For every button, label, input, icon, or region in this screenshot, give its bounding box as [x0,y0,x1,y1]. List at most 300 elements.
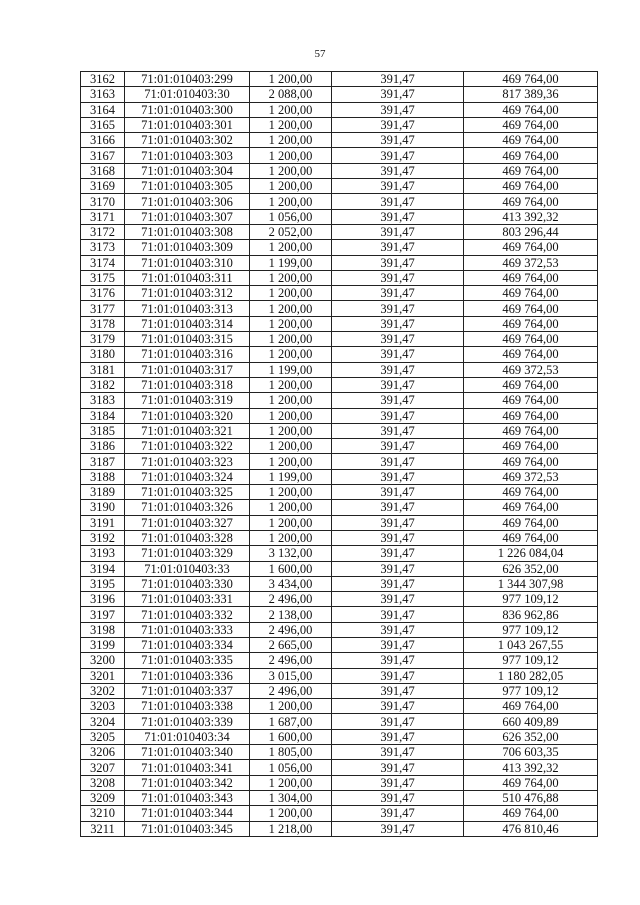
table-row [81,530,598,545]
area-cell: 1 805,00 [250,745,332,760]
area-cell: 1 200,00 [250,240,332,255]
rate-cell: 391,47 [332,393,464,408]
table-row [81,72,598,87]
row-number-cell: 3162 [81,72,125,87]
value-cell: 626 352,00 [464,561,598,576]
rate-cell: 391,47 [332,72,464,87]
rate-cell: 391,47 [332,408,464,423]
cadastral-number-cell: 71:01:010403:313 [125,301,250,316]
cadastral-number-cell: 71:01:010403:317 [125,362,250,377]
row-number-cell: 3190 [81,500,125,515]
cadastral-number-cell: 71:01:010403:314 [125,316,250,331]
cadastral-number-cell: 71:01:010403:315 [125,332,250,347]
table-row [81,393,598,408]
cadastral-number-cell: 71:01:010403:336 [125,668,250,683]
rate-cell: 391,47 [332,148,464,163]
row-number-cell: 3186 [81,439,125,454]
row-number-cell: 3198 [81,622,125,637]
cadastral-number-cell: 71:01:010403:345 [125,821,250,836]
cadastral-number-cell: 71:01:010403:344 [125,806,250,821]
value-cell: 803 296,44 [464,224,598,239]
area-cell: 1 200,00 [250,347,332,362]
table-row [81,821,598,836]
cadastral-number-cell: 71:01:010403:323 [125,454,250,469]
value-cell: 469 764,00 [464,408,598,423]
rate-cell: 391,47 [332,224,464,239]
table-body [81,72,598,837]
value-cell: 510 476,88 [464,790,598,805]
table-row [81,255,598,270]
table-row [81,500,598,515]
rate-cell: 391,47 [332,362,464,377]
value-cell: 413 392,32 [464,209,598,224]
table-row [81,469,598,484]
row-number-cell: 3181 [81,362,125,377]
row-number-cell: 3200 [81,653,125,668]
area-cell: 1 200,00 [250,270,332,285]
row-number-cell: 3191 [81,515,125,530]
table-row [81,485,598,500]
row-number-cell: 3177 [81,301,125,316]
table-row [81,653,598,668]
value-cell: 469 764,00 [464,316,598,331]
area-cell: 1 200,00 [250,316,332,331]
area-cell: 2 496,00 [250,683,332,698]
table-row [81,362,598,377]
row-number-cell: 3199 [81,637,125,652]
value-cell: 469 764,00 [464,423,598,438]
cadastral-number-cell: 71:01:010403:321 [125,423,250,438]
cadastral-number-cell: 71:01:010403:333 [125,622,250,637]
row-number-cell: 3202 [81,683,125,698]
cadastral-number-cell: 71:01:010403:308 [125,224,250,239]
area-cell: 1 200,00 [250,102,332,117]
rate-cell: 391,47 [332,377,464,392]
table-row [81,592,598,607]
table-row [81,576,598,591]
rate-cell: 391,47 [332,347,464,362]
cadastral-number-cell: 71:01:010403:307 [125,209,250,224]
row-number-cell: 3193 [81,546,125,561]
area-cell: 1 200,00 [250,148,332,163]
rate-cell: 391,47 [332,485,464,500]
rate-cell: 391,47 [332,806,464,821]
cadastral-number-cell: 71:01:010403:34 [125,729,250,744]
rate-cell: 391,47 [332,653,464,668]
rate-cell: 391,47 [332,332,464,347]
rate-cell: 391,47 [332,515,464,530]
cadastral-number-cell: 71:01:010403:300 [125,102,250,117]
rate-cell: 391,47 [332,194,464,209]
rate-cell: 391,47 [332,530,464,545]
value-cell: 977 109,12 [464,622,598,637]
value-cell: 469 764,00 [464,163,598,178]
table-row [81,760,598,775]
table-row [81,745,598,760]
table-row [81,301,598,316]
row-number-cell: 3188 [81,469,125,484]
cadastral-number-cell: 71:01:010403:325 [125,485,250,500]
rate-cell: 391,47 [332,592,464,607]
table-row [81,347,598,362]
rate-cell: 391,47 [332,607,464,622]
area-cell: 1 199,00 [250,469,332,484]
cadastral-number-cell: 71:01:010403:330 [125,576,250,591]
value-cell: 977 109,12 [464,683,598,698]
value-cell: 469 764,00 [464,775,598,790]
row-number-cell: 3169 [81,179,125,194]
rate-cell: 391,47 [332,683,464,698]
table-row [81,408,598,423]
rate-cell: 391,47 [332,576,464,591]
rate-cell: 391,47 [332,209,464,224]
value-cell: 469 764,00 [464,240,598,255]
rate-cell: 391,47 [332,87,464,102]
value-cell: 469 764,00 [464,148,598,163]
value-cell: 469 764,00 [464,102,598,117]
area-cell: 1 200,00 [250,439,332,454]
cadastral-number-cell: 71:01:010403:324 [125,469,250,484]
row-number-cell: 3171 [81,209,125,224]
table-row [81,790,598,805]
cadastral-number-cell: 71:01:010403:316 [125,347,250,362]
area-cell: 1 200,00 [250,699,332,714]
area-cell: 2 496,00 [250,653,332,668]
row-number-cell: 3165 [81,117,125,132]
value-cell: 469 764,00 [464,286,598,301]
area-cell: 1 200,00 [250,133,332,148]
rate-cell: 391,47 [332,775,464,790]
area-cell: 1 600,00 [250,561,332,576]
rate-cell: 391,47 [332,240,464,255]
area-cell: 1 200,00 [250,485,332,500]
table-row [81,117,598,132]
rate-cell: 391,47 [332,699,464,714]
cadastral-number-cell: 71:01:010403:326 [125,500,250,515]
value-cell: 469 764,00 [464,393,598,408]
area-cell: 1 200,00 [250,515,332,530]
row-number-cell: 3203 [81,699,125,714]
row-number-cell: 3166 [81,133,125,148]
table-row [81,148,598,163]
rate-cell: 391,47 [332,255,464,270]
area-cell: 1 200,00 [250,179,332,194]
value-cell: 469 764,00 [464,179,598,194]
row-number-cell: 3185 [81,423,125,438]
row-number-cell: 3189 [81,485,125,500]
value-cell: 1 180 282,05 [464,668,598,683]
area-cell: 1 200,00 [250,806,332,821]
area-cell: 1 600,00 [250,729,332,744]
area-cell: 1 200,00 [250,423,332,438]
rate-cell: 391,47 [332,622,464,637]
row-number-cell: 3187 [81,454,125,469]
value-cell: 469 764,00 [464,377,598,392]
row-number-cell: 3204 [81,714,125,729]
rate-cell: 391,47 [332,179,464,194]
value-cell: 706 603,35 [464,745,598,760]
area-cell: 1 200,00 [250,530,332,545]
value-cell: 977 109,12 [464,653,598,668]
value-cell: 469 764,00 [464,485,598,500]
cadastral-number-cell: 71:01:010403:322 [125,439,250,454]
row-number-cell: 3194 [81,561,125,576]
value-cell: 469 764,00 [464,133,598,148]
table-row [81,286,598,301]
value-cell: 469 764,00 [464,439,598,454]
area-cell: 1 199,00 [250,255,332,270]
area-cell: 1 200,00 [250,408,332,423]
table-row [81,316,598,331]
table-row [81,699,598,714]
row-number-cell: 3207 [81,760,125,775]
table-row [81,423,598,438]
cadastral-number-cell: 71:01:010403:309 [125,240,250,255]
table-row [81,439,598,454]
value-cell: 469 764,00 [464,530,598,545]
row-number-cell: 3176 [81,286,125,301]
cadastral-number-cell: 71:01:010403:30 [125,87,250,102]
area-cell: 2 138,00 [250,607,332,622]
row-number-cell: 3167 [81,148,125,163]
table-row [81,270,598,285]
rate-cell: 391,47 [332,561,464,576]
area-cell: 1 056,00 [250,209,332,224]
rate-cell: 391,47 [332,316,464,331]
value-cell: 626 352,00 [464,729,598,744]
rate-cell: 391,47 [332,790,464,805]
value-cell: 1 344 307,98 [464,576,598,591]
value-cell: 469 764,00 [464,72,598,87]
rate-cell: 391,47 [332,454,464,469]
row-number-cell: 3173 [81,240,125,255]
table-row [81,683,598,698]
cadastral-number-cell: 71:01:010403:304 [125,163,250,178]
row-number-cell: 3184 [81,408,125,423]
table-row [81,240,598,255]
rate-cell: 391,47 [332,102,464,117]
table-row [81,546,598,561]
rate-cell: 391,47 [332,117,464,132]
area-cell: 1 200,00 [250,500,332,515]
area-cell: 3 015,00 [250,668,332,683]
cadastral-number-cell: 71:01:010403:337 [125,683,250,698]
cadastral-number-cell: 71:01:010403:327 [125,515,250,530]
area-cell: 1 218,00 [250,821,332,836]
table-row [81,775,598,790]
row-number-cell: 3197 [81,607,125,622]
row-number-cell: 3168 [81,163,125,178]
value-cell: 817 389,36 [464,87,598,102]
area-cell: 1 304,00 [250,790,332,805]
area-cell: 2 052,00 [250,224,332,239]
rate-cell: 391,47 [332,286,464,301]
area-cell: 2 496,00 [250,622,332,637]
table-row [81,729,598,744]
cadastral-number-cell: 71:01:010403:340 [125,745,250,760]
row-number-cell: 3205 [81,729,125,744]
rate-cell: 391,47 [332,637,464,652]
rate-cell: 391,47 [332,546,464,561]
cadastral-number-cell: 71:01:010403:303 [125,148,250,163]
rate-cell: 391,47 [332,668,464,683]
table-row [81,377,598,392]
rate-cell: 391,47 [332,133,464,148]
rate-cell: 391,47 [332,760,464,775]
row-number-cell: 3175 [81,270,125,285]
value-cell: 469 372,53 [464,362,598,377]
cadastral-number-cell: 71:01:010403:328 [125,530,250,545]
area-cell: 1 200,00 [250,301,332,316]
area-cell: 1 687,00 [250,714,332,729]
area-cell: 1 200,00 [250,117,332,132]
row-number-cell: 3195 [81,576,125,591]
area-cell: 1 200,00 [250,286,332,301]
rate-cell: 391,47 [332,270,464,285]
row-number-cell: 3208 [81,775,125,790]
row-number-cell: 3170 [81,194,125,209]
rate-cell: 391,47 [332,423,464,438]
row-number-cell: 3210 [81,806,125,821]
row-number-cell: 3172 [81,224,125,239]
row-number-cell: 3163 [81,87,125,102]
area-cell: 2 665,00 [250,637,332,652]
area-cell: 1 200,00 [250,194,332,209]
row-number-cell: 3192 [81,530,125,545]
cadastral-number-cell: 71:01:010403:311 [125,270,250,285]
cadastral-number-cell: 71:01:010403:332 [125,607,250,622]
value-cell: 660 409,89 [464,714,598,729]
area-cell: 3 132,00 [250,546,332,561]
value-cell: 836 962,86 [464,607,598,622]
cadastral-number-cell: 71:01:010403:339 [125,714,250,729]
row-number-cell: 3209 [81,790,125,805]
table-row [81,607,598,622]
table-row [81,515,598,530]
rate-cell: 391,47 [332,714,464,729]
value-cell: 469 764,00 [464,806,598,821]
table-row [81,133,598,148]
cadastral-number-cell: 71:01:010403:319 [125,393,250,408]
cadastral-number-cell: 71:01:010403:310 [125,255,250,270]
cadastral-number-cell: 71:01:010403:320 [125,408,250,423]
rate-cell: 391,47 [332,439,464,454]
area-cell: 1 200,00 [250,454,332,469]
value-cell: 469 764,00 [464,117,598,132]
area-cell: 2 496,00 [250,592,332,607]
row-number-cell: 3179 [81,332,125,347]
cadastral-number-cell: 71:01:010403:301 [125,117,250,132]
rate-cell: 391,47 [332,500,464,515]
row-number-cell: 3182 [81,377,125,392]
area-cell: 1 200,00 [250,377,332,392]
area-cell: 1 199,00 [250,362,332,377]
area-cell: 2 088,00 [250,87,332,102]
value-cell: 1 226 084,04 [464,546,598,561]
table-row [81,87,598,102]
land-plot-table [80,71,598,837]
cadastral-number-cell: 71:01:010403:331 [125,592,250,607]
row-number-cell: 3174 [81,255,125,270]
table-row [81,637,598,652]
cadastral-number-cell: 71:01:010403:305 [125,179,250,194]
row-number-cell: 3178 [81,316,125,331]
area-cell: 1 200,00 [250,775,332,790]
area-cell: 1 200,00 [250,332,332,347]
rate-cell: 391,47 [332,745,464,760]
cadastral-number-cell: 71:01:010403:338 [125,699,250,714]
value-cell: 476 810,46 [464,821,598,836]
rate-cell: 391,47 [332,301,464,316]
cadastral-number-cell: 71:01:010403:312 [125,286,250,301]
table-row [81,224,598,239]
value-cell: 469 764,00 [464,270,598,285]
value-cell: 977 109,12 [464,592,598,607]
rate-cell: 391,47 [332,163,464,178]
value-cell: 469 764,00 [464,454,598,469]
value-cell: 469 764,00 [464,332,598,347]
table-row [81,102,598,117]
table-row [81,622,598,637]
cadastral-number-cell: 71:01:010403:299 [125,72,250,87]
cadastral-number-cell: 71:01:010403:306 [125,194,250,209]
value-cell: 469 764,00 [464,500,598,515]
area-cell: 3 434,00 [250,576,332,591]
value-cell: 469 372,53 [464,469,598,484]
area-cell: 1 056,00 [250,760,332,775]
table-row [81,561,598,576]
value-cell: 469 764,00 [464,347,598,362]
row-number-cell: 3206 [81,745,125,760]
table-row [81,179,598,194]
value-cell: 1 043 267,55 [464,637,598,652]
table-row [81,332,598,347]
row-number-cell: 3180 [81,347,125,362]
row-number-cell: 3164 [81,102,125,117]
area-cell: 1 200,00 [250,163,332,178]
value-cell: 469 764,00 [464,301,598,316]
value-cell: 469 372,53 [464,255,598,270]
area-cell: 1 200,00 [250,393,332,408]
cadastral-number-cell: 71:01:010403:33 [125,561,250,576]
table-row [81,806,598,821]
cadastral-number-cell: 71:01:010403:341 [125,760,250,775]
row-number-cell: 3196 [81,592,125,607]
row-number-cell: 3211 [81,821,125,836]
rate-cell: 391,47 [332,729,464,744]
cadastral-number-cell: 71:01:010403:302 [125,133,250,148]
table-row [81,668,598,683]
page-number: 57 [314,48,326,60]
value-cell: 469 764,00 [464,699,598,714]
table-row [81,454,598,469]
cadastral-number-cell: 71:01:010403:329 [125,546,250,561]
cadastral-number-cell: 71:01:010403:334 [125,637,250,652]
row-number-cell: 3201 [81,668,125,683]
cadastral-number-cell: 71:01:010403:342 [125,775,250,790]
value-cell: 413 392,32 [464,760,598,775]
table-row [81,194,598,209]
value-cell: 469 764,00 [464,194,598,209]
rate-cell: 391,47 [332,821,464,836]
value-cell: 469 764,00 [464,515,598,530]
table-row [81,209,598,224]
table-row [81,163,598,178]
cadastral-number-cell: 71:01:010403:335 [125,653,250,668]
rate-cell: 391,47 [332,469,464,484]
table-row [81,714,598,729]
row-number-cell: 3183 [81,393,125,408]
